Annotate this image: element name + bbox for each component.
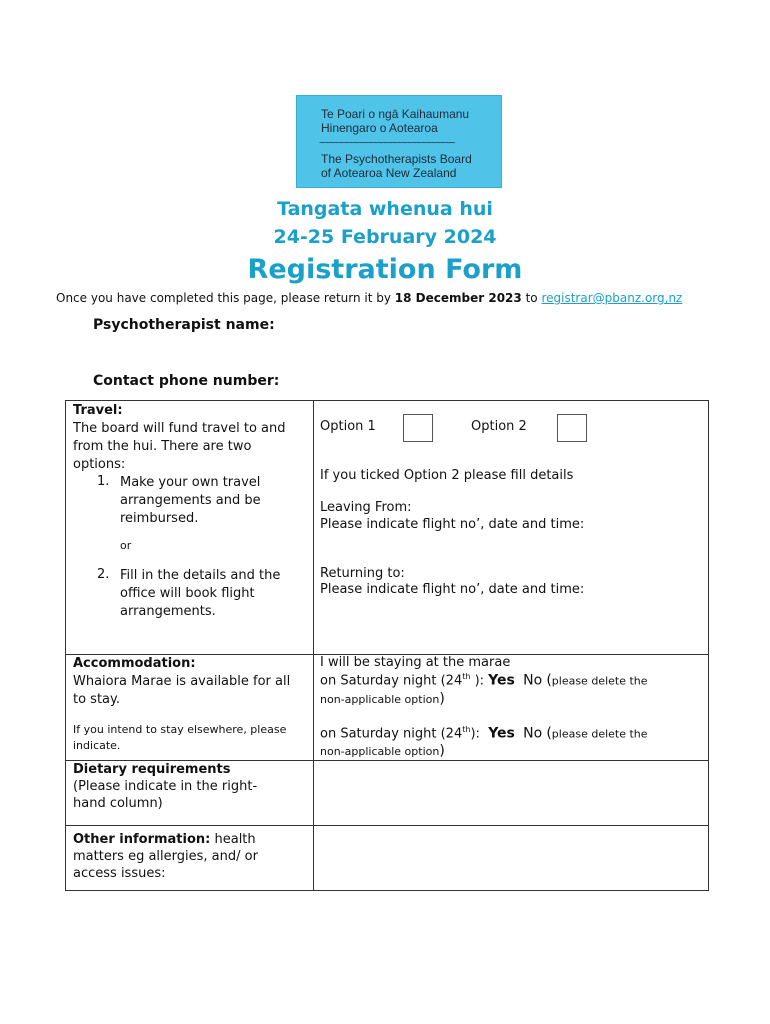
dietary-input[interactable] <box>314 761 709 826</box>
no-option-2[interactable]: No <box>523 725 543 742</box>
registration-table <box>65 400 709 891</box>
option-1-description: Make your own travel arrangements and be reimbursed. <box>120 475 261 526</box>
dietary-heading: Dietary requirements <box>73 762 231 777</box>
logo-line-1: Te Poari o ngā Kaihaumanu <box>321 107 470 121</box>
dietary-row <box>66 761 709 826</box>
option-2-label: Option 2 <box>471 419 527 434</box>
phone-label: Contact phone number: <box>93 373 280 389</box>
no-option-1[interactable]: No <box>523 672 543 689</box>
logo-wave: ~~~~~~~~~~~~~~~~~~~~~~~~~~~~ <box>319 138 455 149</box>
dietary-instruction: (Please indicate in the right-hand column) <box>73 779 258 811</box>
travel-heading: Travel: <box>73 403 123 418</box>
non-applicable-note-1: non-applicable option) <box>320 691 445 707</box>
option-2-instruction: If you ticked Option 2 please fill details <box>320 468 574 483</box>
option-2-number: 2. <box>97 567 110 582</box>
other-info-text: Other information: health matters eg allergies, and/ or access issues: <box>73 832 258 881</box>
travel-row <box>66 401 709 655</box>
logo-line-3: The Psychotherapists Board <box>321 152 472 166</box>
other-info-heading: Other information: <box>73 832 211 847</box>
saturday-choice-2: on Saturday night (24th): Yes No (please delete the <box>320 725 648 742</box>
event-title: Tangata whenua hui <box>277 198 493 220</box>
other-info-input[interactable] <box>314 826 709 891</box>
non-applicable-note-2: non-applicable option) <box>320 743 445 759</box>
returning-flight-input[interactable]: Please indicate flight no’, date and time: <box>320 582 585 597</box>
travel-intro: The board will fund travel to and from the hui. There are two options: <box>73 421 286 472</box>
option-1-label: Option 1 <box>320 419 376 434</box>
page-title: Registration Form <box>247 254 523 285</box>
other-info-row <box>66 826 709 891</box>
option-2-description: Fill in the details and the office will book flight arrangements. <box>120 568 281 619</box>
accommodation-heading: Accommodation: <box>73 656 196 671</box>
accommodation-text: Whaiora Marae is available for all to stay. <box>73 674 291 707</box>
option-1-checkbox[interactable] <box>403 414 433 442</box>
or-text: or <box>120 539 132 552</box>
deadline-date: 18 December 2023 <box>394 291 522 305</box>
yes-option-1[interactable]: Yes <box>488 672 515 689</box>
leaving-from-label: Leaving From: <box>320 500 412 515</box>
registrar-email-link[interactable]: registrar@pbanz.org,nz <box>541 291 683 305</box>
logo-line-4: of Aotearoa New Zealand <box>321 166 457 180</box>
logo-line-2: Hinengaro o Aotearoa <box>321 121 438 135</box>
option-1-number: 1. <box>97 474 110 489</box>
returning-to-label: Returning to: <box>320 566 405 581</box>
option-2-checkbox[interactable] <box>557 414 587 442</box>
yes-option-2[interactable]: Yes <box>488 725 515 742</box>
name-label: Psychotherapist name: <box>93 317 275 333</box>
stay-elsewhere-note: If you intend to stay elsewhere, please indicate. <box>73 723 287 752</box>
board-logo <box>296 95 502 188</box>
leaving-flight-input[interactable]: Please indicate flight no’, date and time: <box>320 517 585 532</box>
return-instruction: Once you have completed this page, please return it by 18 December 2023 to registrar@pbanz.org,nz <box>56 291 683 305</box>
staying-at-marae: I will be staying at the marae <box>320 655 511 670</box>
saturday-choice-1: on Saturday night (24th ): Yes No (please delete the <box>320 672 648 689</box>
event-dates: 24-25 February 2024 <box>273 226 497 248</box>
accommodation-row <box>66 655 709 761</box>
